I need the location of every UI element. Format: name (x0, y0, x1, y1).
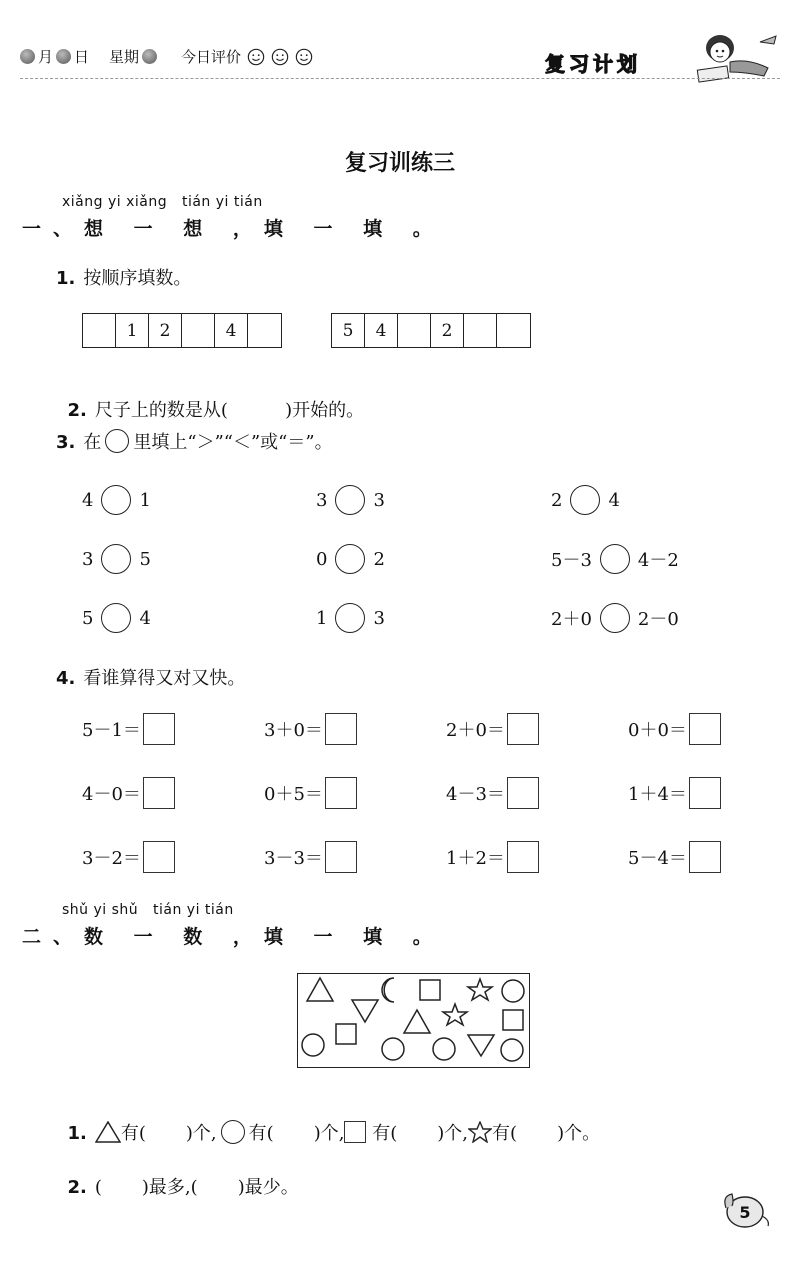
sequence-cell[interactable] (464, 314, 497, 347)
star-icon (443, 1004, 467, 1025)
compare-right: 5 (139, 548, 151, 570)
compare-circle[interactable] (335, 544, 365, 574)
answer-box[interactable] (507, 713, 539, 745)
compare-circle[interactable] (600, 544, 630, 574)
month-label: 月 (38, 48, 54, 66)
compare-right: 2－0 (637, 609, 679, 630)
question-2-2 (56, 1152, 299, 1199)
compare-left: 3 (82, 548, 94, 570)
answer-box[interactable] (507, 841, 539, 873)
shapes-picture (297, 973, 530, 1068)
header-divider (20, 78, 780, 79)
compare-item (316, 485, 385, 515)
sequence-cell: 4 (365, 314, 398, 347)
sequence-cell[interactable] (398, 314, 431, 347)
mascot-girl-icon (690, 28, 778, 84)
question-text-after: 里填上“＞”“＜”或“＝”。 (133, 432, 333, 453)
sequence-row-2 (331, 313, 531, 348)
question-text: 按顺序填数。 (83, 268, 192, 289)
sequence-cell: 4 (215, 314, 248, 347)
star-icon (468, 979, 492, 1000)
header-date-bar (20, 46, 313, 67)
calc-expression: 5－4＝ (628, 848, 687, 869)
answer-box[interactable] (689, 713, 721, 745)
calc-item (446, 713, 539, 745)
compare-item (82, 485, 151, 515)
circle-icon (502, 980, 524, 1002)
rating-label: 今日评价 (181, 48, 242, 66)
answer-box[interactable] (689, 777, 721, 809)
compare-circle[interactable] (335, 485, 365, 515)
question-1-4 (56, 664, 245, 690)
compare-circle[interactable] (101, 603, 131, 633)
calc-expression: 3－2＝ (82, 848, 141, 869)
calc-expression: 3－3＝ (264, 848, 323, 869)
section2-pinyin: shǔ yi shǔ tián yi tián (62, 902, 234, 918)
question-text-before: 在 (83, 432, 102, 453)
calc-expression: 2＋0＝ (446, 720, 505, 741)
calc-item (264, 841, 357, 873)
calc-item (628, 777, 721, 809)
compare-item (82, 544, 151, 574)
sequence-cell[interactable] (182, 314, 215, 347)
sequence-cell[interactable] (497, 314, 530, 347)
square-icon (503, 1010, 523, 1030)
compare-left: 0 (316, 548, 328, 570)
circle-icon (433, 1038, 455, 1060)
calc-item (264, 777, 357, 809)
compare-right: 2 (373, 548, 385, 570)
calc-item (628, 713, 721, 745)
sequence-cell[interactable] (83, 314, 116, 347)
compare-circle[interactable] (101, 485, 131, 515)
circle-blank-icon (105, 429, 129, 453)
compare-item (316, 544, 385, 574)
answer-box[interactable] (143, 841, 175, 873)
square-icon (344, 1121, 366, 1143)
sequence-cell: 2 (431, 314, 464, 347)
square-icon (336, 1024, 356, 1044)
question-text: 看谁算得又对又快。 (83, 668, 246, 689)
day-dot-icon (56, 49, 71, 64)
weekday-label: 星期 (109, 48, 140, 66)
compare-right: 3 (373, 489, 385, 511)
question-2-1 (56, 1098, 600, 1145)
question-number: 2. (67, 1177, 87, 1198)
month-dot-icon (20, 49, 35, 64)
answer-box[interactable] (325, 841, 357, 873)
square-icon (420, 980, 440, 1000)
shapes-drawing (298, 974, 528, 1066)
circle-icon (501, 1039, 523, 1061)
calc-expression: 1＋4＝ (628, 784, 687, 805)
compare-left: 1 (316, 607, 328, 629)
calc-expression: 4－0＝ (82, 784, 141, 805)
compare-left: 2 (551, 489, 563, 511)
inverted-triangle-icon (468, 1035, 494, 1056)
answer-box[interactable] (325, 777, 357, 809)
compare-right: 4 (608, 489, 620, 511)
question-text: ( )最多,( )最少。 (94, 1177, 299, 1198)
calc-item (628, 841, 721, 873)
compare-left: 4 (82, 489, 94, 511)
calc-expression: 0＋5＝ (264, 784, 323, 805)
calc-expression: 1＋2＝ (446, 848, 505, 869)
compare-item (551, 485, 620, 515)
question-text: 尺子上的数是从( )开始的。 (94, 400, 365, 421)
compare-right: 3 (373, 607, 385, 629)
calc-item (82, 841, 175, 873)
smiley-icon (295, 48, 313, 66)
sequence-row-1 (82, 313, 282, 348)
page-number-badge (712, 1188, 772, 1232)
question-number: 1. (56, 268, 76, 289)
calc-expression: 4－3＝ (446, 784, 505, 805)
square-count-text: 有( )个, (366, 1123, 469, 1144)
circle-count-text: 有( )个, (248, 1123, 345, 1144)
triangle-icon (307, 978, 333, 1001)
compare-right: 4－2 (637, 550, 679, 571)
smiley-icon (247, 48, 265, 66)
calc-expression: 3＋0＝ (264, 720, 323, 741)
question-number: 1. (67, 1123, 87, 1144)
calc-item (446, 777, 539, 809)
answer-box[interactable] (143, 777, 175, 809)
calc-item (82, 713, 175, 745)
triangle-icon (95, 1121, 121, 1143)
answer-box[interactable] (689, 841, 721, 873)
question-number: 3. (56, 432, 76, 453)
compare-right: 4 (139, 607, 151, 629)
sequence-cell: 2 (149, 314, 182, 347)
page-number: 5 (739, 1203, 751, 1222)
sequence-cell[interactable] (248, 314, 281, 347)
compare-circle[interactable] (600, 603, 630, 633)
sequence-cell: 5 (332, 314, 365, 347)
section2-heading: 二、数 一 数 ，填 一 填 。 (22, 926, 444, 948)
question-number: 2. (67, 400, 87, 421)
circle-icon (382, 1038, 404, 1060)
question-1-1 (56, 264, 191, 290)
day-label: 日 (74, 48, 90, 66)
page-title: 复习训练三 (344, 150, 455, 176)
compare-item (551, 544, 679, 574)
compare-circle[interactable] (335, 603, 365, 633)
question-1-3 (56, 428, 333, 454)
compare-item (316, 603, 385, 633)
compare-left: 2＋0 (551, 609, 592, 630)
triangle-count-text: 有( )个, (120, 1123, 217, 1144)
compare-right: 1 (139, 489, 151, 511)
section1-heading: 一、想 一 想 ，填 一 填 。 (22, 218, 444, 240)
question-number: 4. (56, 668, 76, 689)
circle-icon (221, 1120, 245, 1144)
compare-left: 5 (82, 607, 94, 629)
compare-left: 5－3 (551, 550, 592, 571)
answer-box[interactable] (143, 713, 175, 745)
calc-item (264, 713, 357, 745)
weekday-dot-icon (142, 49, 157, 64)
brand-title: 复习计划 (545, 52, 641, 76)
circle-icon (302, 1034, 324, 1056)
compare-left: 3 (316, 489, 328, 511)
compare-item (551, 603, 679, 633)
calc-expression: 5－1＝ (82, 720, 141, 741)
answer-box[interactable] (325, 713, 357, 745)
compare-circle[interactable] (570, 485, 600, 515)
inverted-triangle-icon (352, 1000, 378, 1022)
compare-item (82, 603, 151, 633)
triangle-icon (404, 1010, 430, 1033)
calc-item (446, 841, 539, 873)
star-count-text: 有( )个。 (492, 1123, 601, 1144)
section1-pinyin: xiǎng yi xiǎng tián yi tián (62, 194, 263, 210)
calc-item (82, 777, 175, 809)
sequence-cell: 1 (116, 314, 149, 347)
moon-icon (382, 978, 394, 1002)
question-1-2 (56, 375, 364, 422)
star-icon (468, 1121, 492, 1143)
smiley-icon (271, 48, 289, 66)
compare-circle[interactable] (101, 544, 131, 574)
calc-expression: 0＋0＝ (628, 720, 687, 741)
answer-box[interactable] (507, 777, 539, 809)
